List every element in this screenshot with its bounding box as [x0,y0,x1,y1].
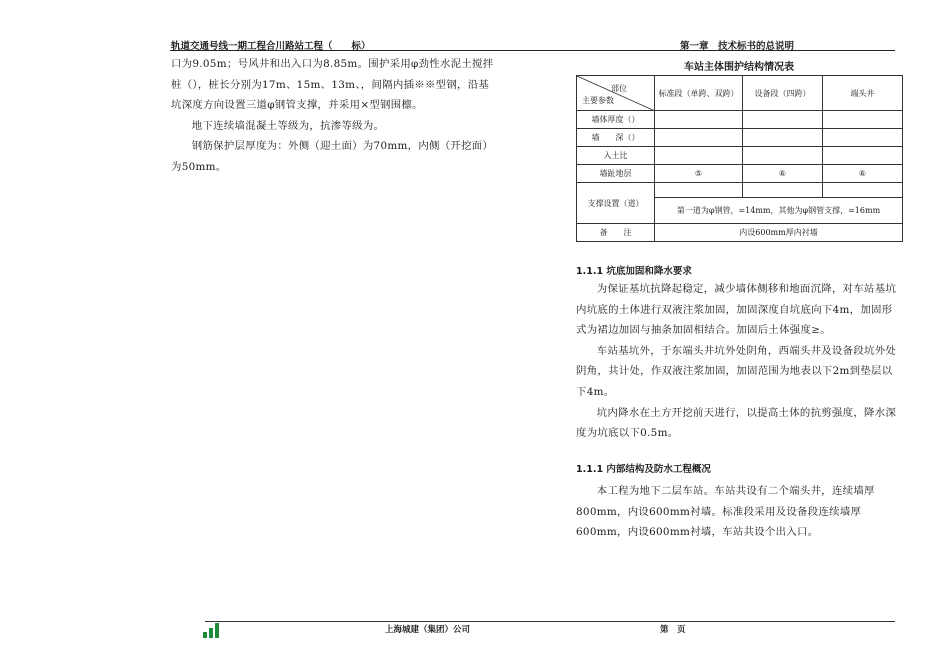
table-title: 车站主体围护结构情况表 [684,62,794,73]
section2-paragraph-1: 本工程为地下二层车站。车站共设有二个端头井，连续墙厚800mm，内设600mm衬墙。标准段采用及设备段连续墙厚600mm，内设600mm衬墙，车站共设个出入口。 [576,485,875,539]
section-heading-pit-reinforcement: 1.1.1 坑底加固和降水要求 [576,266,692,277]
section1-body [576,279,902,444]
table-row [577,147,903,165]
row-label-toe-stratum: 墙趾地层 [577,165,655,183]
section1-paragraph-3: 坑内降水在土方开挖前天进行，以提高土体的抗剪强度，降水深度为坑底以下0.5m。 [576,406,897,440]
left-column [171,54,497,178]
table-corner-cell [577,76,655,111]
section1-paragraph-2: 车站基坑外，于东端头井坑外处阴角，西端头井及设备段坑外处阴角，共计处，作双液注浆加固，加固范围为地表以下2m到垫层以下4m。 [576,344,897,398]
support-description: 第一道为φ钢管，=14mm，其他为φ钢管支撑，=16mm [655,198,903,224]
table-cell [743,147,823,165]
corner-label-parameter: 主要参数 [582,96,614,105]
table-cell [743,183,823,198]
table-row [577,111,903,129]
col-header-standard: 标准段（单跨、双跨） [655,76,743,111]
footer-company: 上海城建（集团）公司 [385,625,471,635]
section1-paragraph-1: 为保证基坑抗降起稳定，减少墙体侧移和地面沉降，对车站基坑内坑底的土体进行双液注浆加固，加固深度自坑底向下4m，加固形式为裙边加固与抽条加固相结合。加固后土体强度≥。 [576,283,897,337]
remarks-value: 内设600mm厚内衬墙 [655,224,903,242]
row-label-wall-depth: 墙 深（） [577,129,655,147]
left-paragraph-1: 口为9.05m；号风井和出入口为8.85m。围护采用φ劲性水泥土搅拌桩（），桩长分别为17m、15m、13m、，间隔内插※※型钢，沿基坑深度方向设置三道φ钢管支撑，并采用×型钢围檩。 [171,58,494,112]
table-cell [655,183,743,198]
table-cell [823,111,903,129]
footer-rule [205,621,895,622]
row-label-wall-thickness: 墙体厚度（） [577,111,655,129]
row-label-embedment-ratio: 入土比 [577,147,655,165]
toe-stratum-standard: ⑤ [655,165,743,183]
toe-stratum-equipment: ⑥ [743,165,823,183]
row-label-remarks: 备 注 [577,224,655,242]
col-header-equipment: 设备段（四跨） [743,76,823,111]
table-cell [655,147,743,165]
corner-label-position: 部位 [611,84,627,93]
table-cell [823,183,903,198]
row-label-support: 支撑设置（道） [577,183,655,224]
left-paragraph-2: 地下连续墙混凝土等级为，抗渗等级为。 [191,119,385,132]
header-rule [170,50,895,51]
footer-page-number: 第 页 [660,625,686,635]
table-row [577,165,903,183]
retaining-structure-table [576,75,903,242]
header-chapter-title: 第一章 技术标书的总说明 [680,41,795,52]
table-cell [655,129,743,147]
table-row [577,129,903,147]
col-header-end-shaft: 端头井 [823,76,903,111]
section2-body [576,481,902,543]
table-header-row [577,76,903,111]
table-cell [655,111,743,129]
company-logo-icon [202,622,220,638]
section-heading-internal-structure: 1.1.1 内部结构及防水工程概况 [576,464,711,475]
left-paragraph-3: 钢筋保护层厚度为：外侧（迎土面）为70mm，内侧（开挖面）为50mm。 [171,140,494,173]
table-cell [743,129,823,147]
table-cell [823,147,903,165]
table-row [577,224,903,242]
table-row [577,183,903,198]
table-cell [743,111,823,129]
header-document-title: 轨道交通号线一期工程合川路站工程（ 标） [171,41,371,52]
toe-stratum-end-shaft: ⑥ [823,165,903,183]
table-cell [823,129,903,147]
